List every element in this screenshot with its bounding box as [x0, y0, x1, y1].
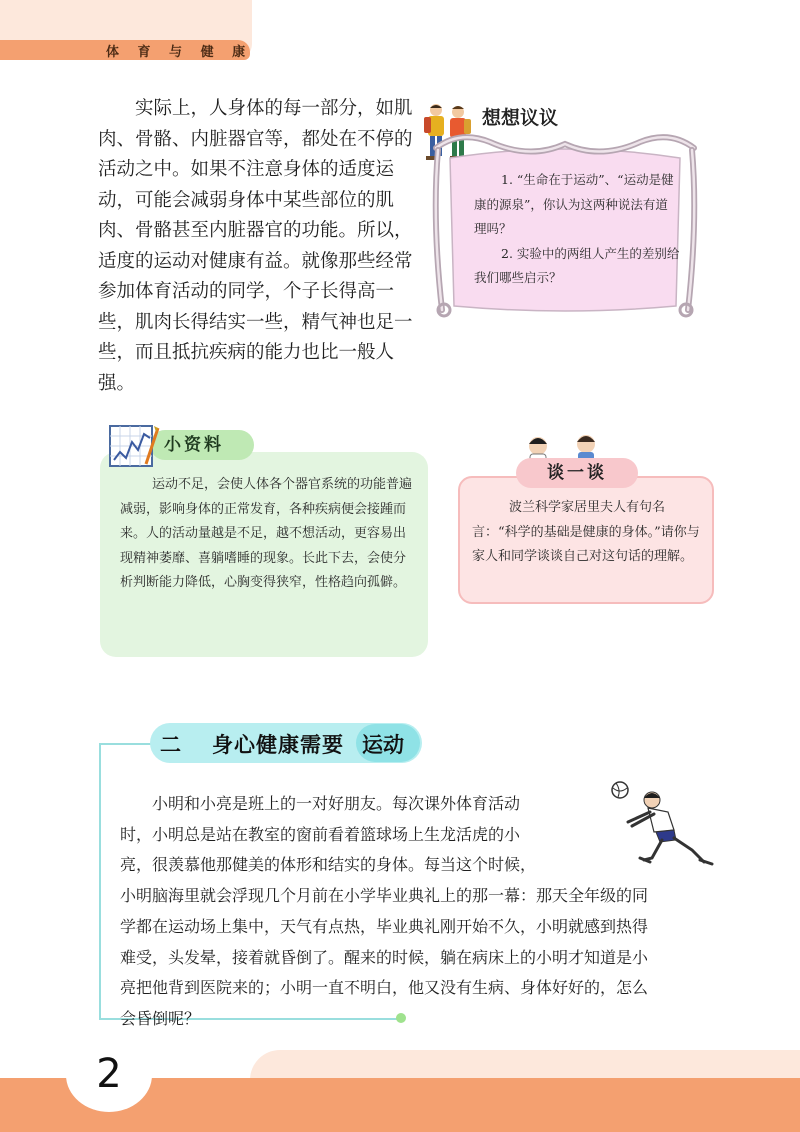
think-question-2: 2. 实验中的两组人产生的差别给我们哪些启示？ — [474, 245, 680, 285]
story-line: 学都在运动场上集中，天气有点热，毕业典礼刚开始不久，小明就感到热得 — [120, 916, 649, 936]
story-line: 会昏倒呢？ — [120, 1008, 201, 1028]
info-box-body: 运动不足，会使人体各个器官系统的功能普遍减弱，影响身体的正常发育，各种疾病便会接踵而来。人的活动量越是不足，越不想活动，更容易出现精神萎靡、喜躺嗜睡的现象。长此下去，会使分析判断能力降低，心胸变得狭窄，性格趋向孤僻。 — [120, 477, 413, 590]
think-box-questions — [474, 168, 680, 291]
think-question-1: 1. “生命在于运动”、“运动是健康的源泉”，你认为这两种说法有道理吗？ — [474, 172, 674, 236]
story-line: 亮把他背到医院来的；小明一直不明白，他又没有生病、身体好好的，怎么 — [120, 978, 649, 998]
info-box-label: 小资料 — [150, 430, 254, 460]
section-frame-top — [100, 743, 154, 745]
talk-box-label: 谈一谈 — [516, 458, 638, 488]
section-number: 二 — [160, 733, 181, 757]
header-section-label: 体 育 与 健 康 — [106, 45, 253, 60]
story-line: 小明脑海里就会浮现几个月前在小学毕业典礼上的那一幕：那天全年级的同 — [120, 886, 649, 906]
page-number: 2 — [96, 1051, 122, 1097]
section-title-highlight: 运动 — [362, 733, 404, 757]
section-frame-left — [99, 743, 101, 1019]
story-paragraph — [120, 789, 740, 1035]
main-paragraph: 实际上，人身体的每一部分，如肌肉、骨骼、内脏器官等，都处在不停的活动之中。如果不注意身体的适度运动，可能会减弱身体中某些部位的肌肉、骨骼甚至内脏器官的功能。所以，适度的运动对健康有益。就像那些经常参加体育活动的同学，个子长得高一些，肌肉长得结实一些，精气神也足一些，而且抵抗疾病的能力也比一般人强。 — [98, 98, 413, 394]
story-line: 小明和小亮是班上的一对好朋友。每次课外体育活动 — [120, 794, 521, 813]
think-box-title: 想想议议 — [482, 107, 559, 129]
story-line: 时，小明总是站在教室的窗前看着篮球场上生龙活虎的小 — [120, 824, 521, 844]
story-line: 亮，很羡慕他那健美的体形和结实的身体。每当这个时候， — [120, 855, 537, 875]
story-line: 难受，头发晕，接着就昏倒了。醒来的时候，躺在病床上的小明才知道是小 — [120, 947, 649, 967]
chart-icon — [108, 424, 160, 468]
talk-box-body: 波兰科学家居里夫人有句名言：“科学的基础是健康的身体。”请你与家人和同学谈谈自己对这句话的理解。 — [472, 500, 700, 564]
section-title: 身心健康需要 — [212, 733, 344, 757]
